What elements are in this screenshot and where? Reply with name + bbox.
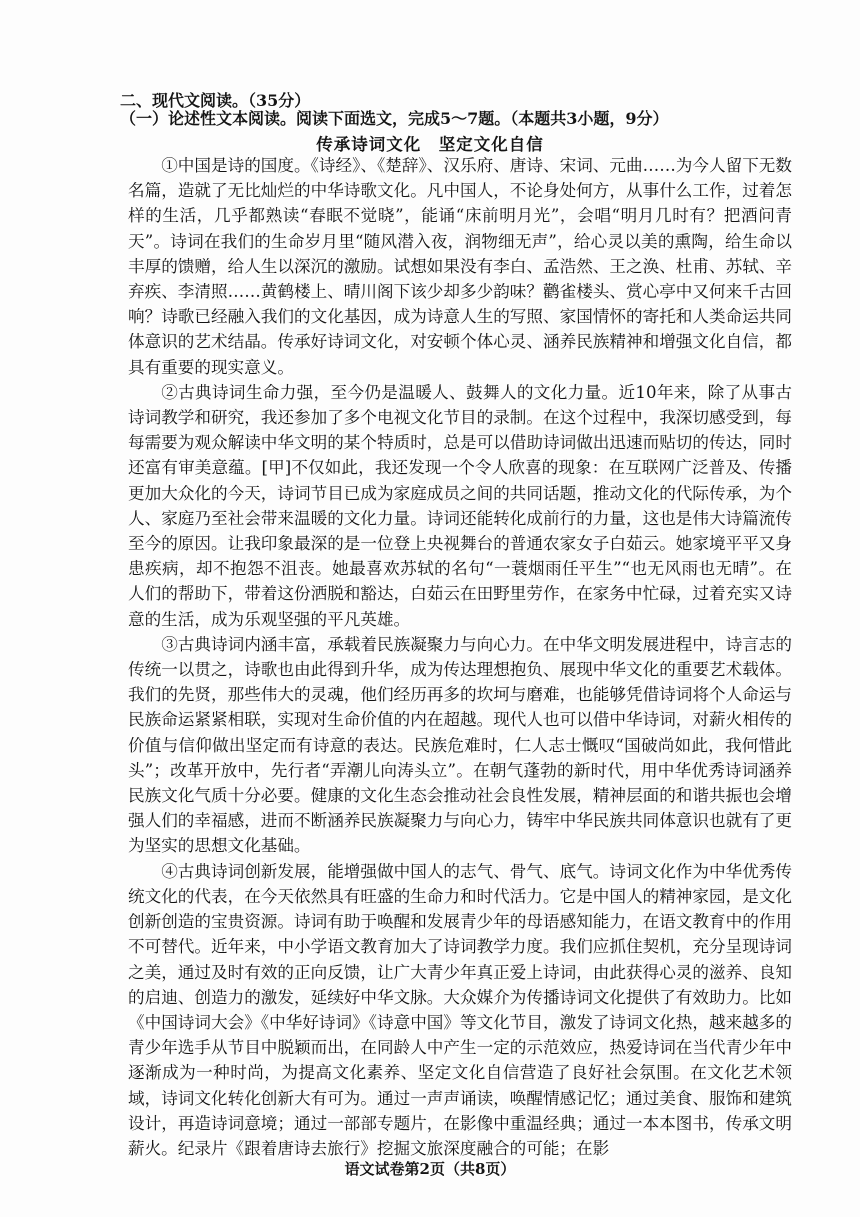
article-title: 传承诗词文化 坚定文化自信 bbox=[316, 135, 544, 154]
article-body bbox=[128, 153, 792, 1161]
paragraph-3: ③古典诗词内涵丰富，承载着民族凝聚力与向心力。在中华文明发展进程中，诗言志的传统一以贯之，诗歌也由此得到升华，成为传达理想抱负、展现中华文化的重要艺术载体。我们的先贤，那些伟大的灵魂，他们经历再多的坎坷与磨难，也能够凭借诗词将个人命运与民族命运紧紧相联，实现对生命价值的内在超越。现代人也可以借中华诗词，对薪火相传的价值与信仰做出坚定而有诗意的表达。民族危难时，仁人志士慨叹“国破尚如此，我何惜此头”；改革开放中，先行者“弄潮儿向涛头立”。在朝气蓬勃的新时代，用中华优秀诗词涵养民族文化气质十分必要。健康的文化生态会推动社会良性发展，精神层面的和谐共振也会增强人们的幸福感，进而不断涵养民族凝聚力与向心力，铸牢中华民族共同体意识也就有了更为坚实的思想文化基础。 bbox=[128, 634, 792, 856]
subsection-heading: （一）论述性文本阅读。阅读下面选文，完成5～7题。（本题共3小题，9分） bbox=[120, 109, 669, 128]
paragraph-4: ④古典诗词创新发展，能增强做中国人的志气、骨气、底气。诗词文化作为中华优秀传统文化的代表，在今天依然具有旺盛的生命力和时代活力。它是中国人的精神家园，是文化创新创造的宝贵资源。诗词有助于唤醒和发展青少年的母语感知能力，在语文教育中的作用不可替代。近年来，中小学语文教育加大了诗词教学力度。我们应抓住契机，充分呈现诗词之美，通过及时有效的正向反馈，让广大青少年真正爱上诗词，由此获得心灵的滋养、良知的启迪、创造力的激发，延续好中华文脉。大众媒介为传播诗词文化提供了有效助力。比如《中国诗词大会》《中华好诗词》《诗意中国》等文化节目，激发了诗词文化热，越来越多的青少年选手从节目中脱颖而出，在同龄人中产生一定的示范效应，热爱诗词在当代青少年中逐渐成为一种时尚，为提高文化素养、坚定文化自信营造了良好社会氛围。在文化艺术领域，诗词文化转化创新大有可为。通过一声声诵读，唤醒情感记忆；通过美食、服饰和建筑设计，再造诗词意境；通过一部部专题片，在影像中重温经典；通过一本本图书，传承文明薪火。纪录片《跟着唐诗去旅行》挖掘文旅深度融合的可能；在影 bbox=[128, 861, 792, 1158]
paragraph-1: ①中国是诗的国度。《诗经》、《楚辞》、汉乐府、唐诗、宋词、元曲……为今人留下无数名篇，造就了无比灿烂的中华诗歌文化。凡中国人，不论身处何方，从事什么工作，过着怎样的生活，几乎都熟读“春眠不觉晓”，能诵“床前明月光”，会唱“明月几时有？把酒问青天”。诗词在我们的生命岁月里“随风潜入夜，润物细无声”，给心灵以美的熏陶，给生命以丰厚的馈赠，给人生以深沉的激励。试想如果没有李白、孟浩然、王之涣、杜甫、苏轼、辛弃疾、李清照……黄鹤楼上、晴川阁下该少却多少韵味？鹳雀楼头、赏心亭中又何来千古回响？诗歌已经融入我们的文化基因，成为诗意人生的写照、家国情怀的寄托和人类命运共同体意识的艺术结晶。传承好诗词文化，对安顿个体心灵、涵养民族精神和增强文化自信，都具有重要的现实意义。 bbox=[128, 156, 792, 377]
page-footer: 语文试卷第2页（共8页） bbox=[344, 1160, 516, 1178]
paragraph-2: ②古典诗词生命力强，至今仍是温暖人、鼓舞人的文化力量。近10年来，除了从事古诗词教学和研究，我还参加了多个电视文化节目的录制。在这个过程中，我深切感受到，每每需要为观众解读中华文明的某个特质时，总是可以借助诗词做出迅速而贴切的传达，同时还富有审美意蕴。[甲]不仅如此，我还发现一个令人欣喜的现象：在互联网广泛普及、传播更加大众化的今天，诗词节目已成为家庭成员之间的共同话题，推动文化的代际传承，为个人、家庭乃至社会带来温暖的文化力量。诗词还能转化成前行的力量，这也是伟大诗篇流传至今的原因。让我印象最深的是一位登上央视舞台的普通农家女子白茹云。她家境平平又身患疾病，却不抱怨不沮丧。她最喜欢苏轼的名句“一蓑烟雨任平生”“也无风雨也无晴”。在人们的帮助下，带着这份洒脱和豁达，白茹云在田野里劳作，在家务中忙碌，过着充实又诗意的生活，成为乐观坚强的平凡英雄。 bbox=[128, 382, 792, 629]
section-heading: 二、现代文阅读。（35分） bbox=[120, 91, 311, 110]
